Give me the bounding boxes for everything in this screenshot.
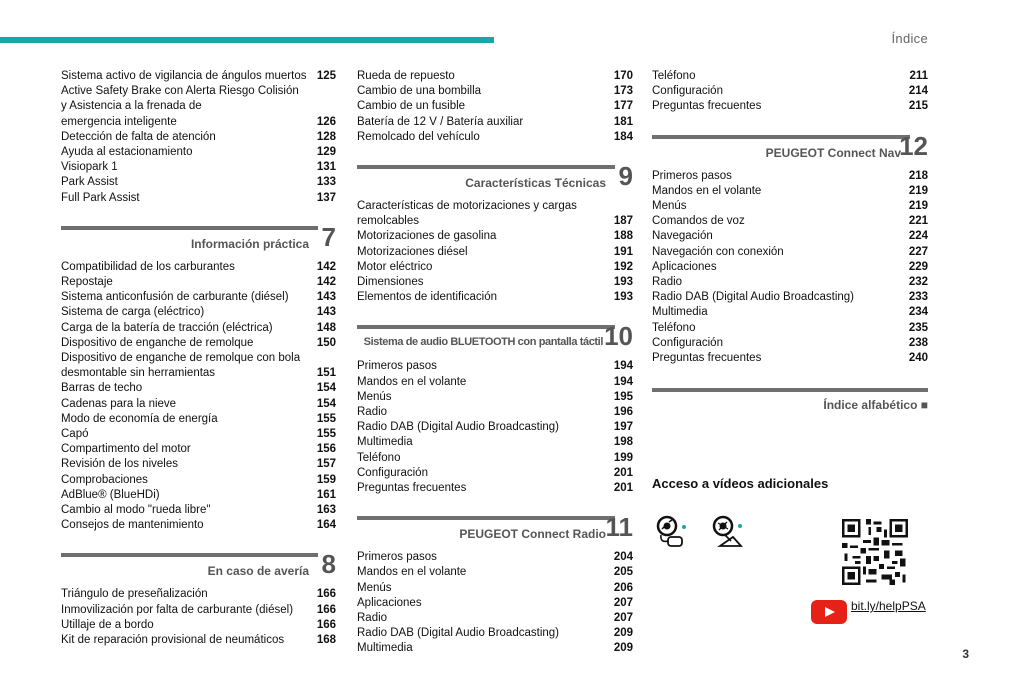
toc-entry-page[interactable]: 142 xyxy=(316,260,336,273)
page-number: 3 xyxy=(962,647,969,661)
toc-entry-page[interactable]: 159 xyxy=(316,473,336,486)
section-rule xyxy=(652,135,910,139)
toc-entry-title[interactable]: Visiopark 1 xyxy=(61,161,118,174)
toc-entry[interactable] xyxy=(357,481,633,496)
section-header-7 xyxy=(61,221,336,255)
toc-entry-page[interactable]: 137 xyxy=(316,191,336,204)
toc-entry-page[interactable]: 154 xyxy=(316,397,336,410)
toc-entry-title[interactable]: Multimedia xyxy=(357,642,413,655)
toc-entry-page[interactable]: 156 xyxy=(316,443,336,456)
toc-entry-title[interactable]: Multimedia xyxy=(652,306,708,319)
toc-entry-title[interactable]: Radio xyxy=(357,612,388,625)
toc-entry-page[interactable]: 126 xyxy=(316,115,336,128)
toc-entry-page[interactable]: 166 xyxy=(316,588,336,601)
alphabetical-index-header[interactable] xyxy=(652,388,928,413)
toc-entry-title[interactable]: Carga de la batería de tracción (eléctrica) xyxy=(61,321,273,334)
toc-entry-title[interactable]: Radio DAB (Digital Audio Broadcasting) xyxy=(652,291,854,304)
toc-entry[interactable] xyxy=(357,565,633,580)
toc-list xyxy=(61,260,336,534)
toc-entry-page[interactable]: 207 xyxy=(613,612,633,625)
toc-entry[interactable] xyxy=(357,115,633,130)
toc-entry-title[interactable]: Navegación xyxy=(652,230,713,243)
toc-entry-page[interactable]: 148 xyxy=(316,321,336,334)
section-header-9 xyxy=(357,161,633,194)
toc-entry[interactable] xyxy=(652,69,928,84)
toc-entry-title[interactable]: Cambio de una bombilla xyxy=(357,85,482,98)
toc-entry[interactable] xyxy=(61,351,336,366)
toc-entry[interactable] xyxy=(357,641,633,656)
section-title: Información práctica xyxy=(190,236,309,251)
toc-entry[interactable] xyxy=(357,84,633,99)
toc-entry-page[interactable]: 209 xyxy=(613,627,633,640)
toc-entry[interactable] xyxy=(652,184,928,199)
toc-entry[interactable] xyxy=(652,229,928,244)
toc-entry-page[interactable]: 192 xyxy=(613,260,633,273)
toc-entry-page[interactable]: 206 xyxy=(613,581,633,594)
toc-entry-page[interactable]: 128 xyxy=(316,130,336,143)
toc-entry-title[interactable]: Triángulo de preseñalización xyxy=(61,588,208,601)
toc-entry-page[interactable]: 133 xyxy=(316,176,336,189)
toc-entry-title[interactable]: Aplicaciones xyxy=(652,260,717,273)
toc-entry-title[interactable]: Configuración xyxy=(652,336,723,349)
toc-entry[interactable] xyxy=(61,275,336,290)
toc-entry[interactable] xyxy=(61,175,336,190)
header-accent-bar xyxy=(0,37,494,43)
videos-title: Acceso a vídeos adicionales xyxy=(652,476,829,491)
toc-entry-page[interactable]: 150 xyxy=(316,336,336,349)
toc-entry[interactable] xyxy=(652,275,928,290)
toc-entry[interactable] xyxy=(357,390,633,405)
toc-entry-title[interactable]: Dispositivo de enganche de remolque xyxy=(61,336,254,349)
toc-entry-page[interactable]: 201 xyxy=(613,482,633,495)
section-header-11 xyxy=(357,512,633,545)
toc-entry-page[interactable]: 196 xyxy=(613,406,633,419)
toc-entry-title[interactable]: Motorizaciones de gasolina xyxy=(357,230,497,243)
toc-entry[interactable] xyxy=(652,351,928,366)
toc-entry-title[interactable]: Aplicaciones xyxy=(357,596,422,609)
toc-entry-title[interactable]: Radio xyxy=(652,276,683,289)
toc-entry-page[interactable]: 235 xyxy=(908,321,928,334)
toc-entry-page[interactable]: 181 xyxy=(613,115,633,128)
section-header-12 xyxy=(652,130,928,164)
toc-entry-page[interactable]: 168 xyxy=(316,634,336,647)
toc-entry-title[interactable]: Primeros pasos xyxy=(357,360,437,373)
toc-entry-page[interactable]: 194 xyxy=(613,375,633,388)
toc-entry[interactable] xyxy=(652,199,928,214)
help-video-link[interactable]: bit.ly/helpPSA xyxy=(851,599,926,613)
toc-entry-title[interactable]: Compatibilidad de los carburantes xyxy=(61,260,235,273)
toc-entry-title[interactable]: Menús xyxy=(357,390,392,403)
toc-entry-title[interactable]: Kit de reparación provisional de neumáticos xyxy=(61,634,285,647)
toc-entry[interactable] xyxy=(357,596,633,611)
toc-entry-title[interactable]: Batería de 12 V / Batería auxiliar xyxy=(357,115,524,128)
section-title: Sistema de audio BLUETOOTH con pantalla táctil xyxy=(363,336,603,349)
toc-entry-title[interactable]: Sistema anticonfusión de carburante (diésel) xyxy=(61,291,289,304)
toc-entry-page[interactable]: 233 xyxy=(908,291,928,304)
toc-entry-page[interactable]: 166 xyxy=(316,618,336,631)
toc-entry-title[interactable]: Remolcado del vehículo xyxy=(357,130,480,143)
toc-entry[interactable] xyxy=(357,99,633,114)
toc-entry[interactable] xyxy=(61,442,336,457)
toc-entry-page[interactable]: 201 xyxy=(613,466,633,479)
toc-entry[interactable] xyxy=(357,214,633,229)
toc-entry[interactable] xyxy=(61,457,336,472)
section-title: En caso de avería xyxy=(207,564,309,579)
toc-entry-page[interactable]: 234 xyxy=(908,306,928,319)
toc-entry-page[interactable]: 163 xyxy=(316,504,336,517)
toc-entry-title[interactable]: Radio DAB (Digital Audio Broadcasting) xyxy=(357,627,559,640)
toc-entry[interactable] xyxy=(61,260,336,275)
toc-entry-page[interactable]: 224 xyxy=(908,230,928,243)
toc-entry-page[interactable]: 199 xyxy=(613,451,633,464)
toc-entry-page[interactable]: 157 xyxy=(316,458,336,471)
toc-column-3 xyxy=(652,69,928,413)
toc-entry[interactable] xyxy=(357,275,633,290)
section-rule xyxy=(357,325,615,329)
toc-entry-title[interactable]: Teléfono xyxy=(652,321,696,334)
toc-entry-page[interactable]: 211 xyxy=(909,70,928,82)
toc-entry[interactable] xyxy=(652,245,928,260)
toc-entry[interactable] xyxy=(357,290,633,305)
toc-entry[interactable] xyxy=(357,405,633,420)
toc-entry-title[interactable]: Menús xyxy=(652,200,687,213)
toc-entry-title[interactable]: Menús xyxy=(357,581,392,594)
toc-entry[interactable] xyxy=(357,69,633,84)
section-title: Características Técnicas xyxy=(465,176,606,191)
toc-entry-page[interactable]: 155 xyxy=(316,428,336,441)
toc-entry-title[interactable]: Multimedia xyxy=(357,436,413,449)
toc-entry-page[interactable]: 187 xyxy=(613,215,633,228)
toc-entry-page[interactable]: 219 xyxy=(908,200,928,213)
toc-entry-title[interactable]: Preguntas frecuentes xyxy=(357,482,467,495)
toc-entry-page[interactable]: 218 xyxy=(908,169,928,182)
toc-entry[interactable] xyxy=(61,321,336,336)
toc-entry-page[interactable]: 161 xyxy=(316,488,336,501)
toc-entry-page[interactable]: 214 xyxy=(908,85,928,98)
toc-entry[interactable] xyxy=(357,260,633,275)
toc-entry[interactable] xyxy=(357,550,633,565)
toc-entry[interactable] xyxy=(61,412,336,427)
toc-entry-title[interactable]: Teléfono xyxy=(357,451,401,464)
toc-entry-page[interactable]: 184 xyxy=(613,130,633,143)
toc-entry[interactable] xyxy=(357,466,633,481)
toc-entry-page[interactable]: 193 xyxy=(613,276,633,289)
toc-entry-page[interactable]: 125 xyxy=(316,70,336,82)
toc-entry[interactable] xyxy=(61,587,336,602)
toc-entry-title[interactable]: Elementos de identificación xyxy=(357,291,497,304)
section-number: 10 xyxy=(604,321,633,352)
toc-entry-title[interactable]: Cambio de un fusible xyxy=(357,100,466,113)
toc-entry-title[interactable]: emergencia inteligente xyxy=(61,115,177,128)
toc-entry-page[interactable]: 154 xyxy=(316,382,336,395)
toc-entry[interactable] xyxy=(652,321,928,336)
toc-entry-title[interactable]: Primeros pasos xyxy=(652,169,732,182)
toc-entry[interactable] xyxy=(357,375,633,390)
toc-entry-page[interactable]: 227 xyxy=(908,245,928,258)
toc-list xyxy=(357,199,633,305)
toc-entry-title[interactable]: Revisión de los niveles xyxy=(61,458,178,471)
tire-inflation-icon[interactable] xyxy=(711,515,745,551)
toc-entry-title[interactable]: Rueda de repuesto xyxy=(357,70,455,82)
toc-entry-title[interactable]: Barras de techo xyxy=(61,382,143,395)
toc-entry[interactable] xyxy=(61,84,336,99)
toc-entry[interactable] xyxy=(61,69,336,84)
toc-entry[interactable] xyxy=(61,603,336,618)
section-rule xyxy=(357,516,615,520)
toc-entry-title[interactable]: Inmovilización por falta de carburante (diésel) xyxy=(61,603,294,616)
toc-entry-title[interactable]: Park Assist xyxy=(61,176,118,189)
toc-entry[interactable] xyxy=(357,611,633,626)
section-header-8 xyxy=(61,549,336,582)
toc-entry-page[interactable]: 232 xyxy=(908,276,928,289)
toc-entry[interactable] xyxy=(61,145,336,160)
toc-entry-page[interactable]: 164 xyxy=(316,519,336,532)
section-rule xyxy=(61,553,318,557)
toc-entry-title[interactable]: Modo de economía de energía xyxy=(61,412,218,425)
toc-entry-title[interactable]: Sistema activo de vigilancia de ángulos muertos xyxy=(61,70,307,82)
toc-entry-page[interactable]: 229 xyxy=(908,260,928,273)
toc-entry-title[interactable]: Full Park Assist xyxy=(61,191,140,204)
toc-entry-title[interactable]: Detección de falta de atención xyxy=(61,130,216,143)
toc-entry-page[interactable]: 166 xyxy=(316,603,336,616)
toc-entry[interactable] xyxy=(61,618,336,633)
toc-column-1 xyxy=(61,69,336,648)
toc-entry-page[interactable]: 143 xyxy=(316,306,336,319)
toc-entry-title[interactable]: Mandos en el volante xyxy=(652,184,762,197)
page-header-title: Índice xyxy=(891,31,928,46)
toc-entry[interactable] xyxy=(61,397,336,412)
alphabetical-index-label[interactable]: Índice alfabético ■ xyxy=(823,398,928,413)
toc-entry-title[interactable]: Dimensiones xyxy=(357,276,424,289)
toc-entry[interactable] xyxy=(61,503,336,518)
toc-entry[interactable] xyxy=(61,488,336,503)
toc-column-2 xyxy=(357,69,633,657)
toc-entry[interactable] xyxy=(357,420,633,435)
toc-entry[interactable] xyxy=(61,290,336,305)
toc-entry[interactable] xyxy=(357,130,633,145)
toc-list xyxy=(357,550,633,656)
toc-entry[interactable] xyxy=(652,99,928,114)
toc-entry[interactable] xyxy=(652,305,928,320)
toc-entry[interactable] xyxy=(61,115,336,130)
toc-entry-title[interactable]: Navegación con conexión xyxy=(652,245,784,258)
toc-entry-page[interactable]: 204 xyxy=(613,551,633,564)
toc-entry[interactable] xyxy=(61,427,336,442)
section-rule xyxy=(652,388,928,392)
toc-entry-title[interactable]: Utillaje de a bordo xyxy=(61,618,154,631)
toc-entry-title[interactable]: Sistema de carga (eléctrico) xyxy=(61,306,205,319)
toc-list xyxy=(652,69,928,115)
toc-entry-title[interactable]: Preguntas frecuentes xyxy=(652,100,762,113)
toc-entry[interactable] xyxy=(61,99,336,114)
toc-entry-title[interactable]: Radio xyxy=(357,406,388,419)
toc-entry[interactable] xyxy=(652,169,928,184)
toc-entry-title[interactable]: Primeros pasos xyxy=(357,551,437,564)
toc-entry-title[interactable]: Ayuda al estacionamiento xyxy=(61,146,193,159)
toc-entry[interactable] xyxy=(652,84,928,99)
section-rule xyxy=(357,165,615,169)
toc-entry-page[interactable]: 170 xyxy=(613,70,633,82)
section-number: 11 xyxy=(605,512,633,543)
toc-entry-title[interactable]: Compartimento del motor xyxy=(61,443,191,456)
section-header-10 xyxy=(357,321,633,354)
toc-entry[interactable] xyxy=(652,290,928,305)
toc-entry-page[interactable]: 151 xyxy=(316,367,336,380)
section-rule xyxy=(61,226,318,230)
section-title: PEUGEOT Connect Nav xyxy=(765,145,901,160)
toc-entry[interactable] xyxy=(652,260,928,275)
toc-entry[interactable] xyxy=(61,336,336,351)
toc-entry-page[interactable]: 238 xyxy=(908,336,928,349)
toc-entry[interactable] xyxy=(61,191,336,206)
toc-entry-title[interactable]: Teléfono xyxy=(652,70,696,82)
toc-entry-page[interactable]: 205 xyxy=(613,566,633,579)
toc-entry-title[interactable]: Cadenas para la nieve xyxy=(61,397,177,410)
toc-entry-title[interactable]: Cambio al modo "rueda libre" xyxy=(61,504,211,517)
toc-entry-title[interactable]: Consejos de mantenimiento xyxy=(61,519,204,532)
toc-entry-page[interactable]: 240 xyxy=(908,352,928,365)
section-number: 7 xyxy=(321,221,336,252)
toc-entry-title[interactable]: Preguntas frecuentes xyxy=(652,352,762,365)
toc-entry[interactable] xyxy=(61,633,336,648)
toc-entry[interactable] xyxy=(61,305,336,320)
toc-entry-title[interactable]: Active Safety Brake con Alerta Riesgo Colisión xyxy=(61,85,299,98)
toc-entry-title[interactable]: desmontable sin herramientas xyxy=(61,367,216,380)
wheel-repair-kit-icon[interactable] xyxy=(655,515,689,551)
section-number: 8 xyxy=(321,549,336,580)
toc-entry[interactable] xyxy=(652,336,928,351)
toc-entry[interactable] xyxy=(357,199,633,214)
toc-entry-page[interactable]: 197 xyxy=(613,421,633,434)
toc-entry[interactable] xyxy=(652,214,928,229)
toc-list xyxy=(357,69,633,145)
toc-entry-title[interactable]: Motor eléctrico xyxy=(357,260,433,273)
section-number: 9 xyxy=(618,161,633,192)
toc-entry[interactable] xyxy=(61,381,336,396)
toc-entry-title[interactable]: Comandos de voz xyxy=(652,215,745,228)
toc-entry[interactable] xyxy=(61,518,336,533)
toc-entry-page[interactable]: 221 xyxy=(908,215,928,228)
toc-entry[interactable] xyxy=(61,366,336,381)
toc-entry[interactable] xyxy=(357,581,633,596)
toc-entry-page[interactable]: 131 xyxy=(316,161,336,174)
toc-entry[interactable] xyxy=(357,229,633,244)
toc-entry-title[interactable]: Dispositivo de enganche de remolque con bola xyxy=(61,352,301,365)
toc-entry-title[interactable]: y Asistencia a la frenada de xyxy=(61,100,202,113)
toc-entry-page[interactable]: 194 xyxy=(613,360,633,373)
toc-entry-page[interactable]: 191 xyxy=(613,245,633,258)
toc-entry-page[interactable]: 219 xyxy=(908,184,928,197)
toc-entry-title[interactable]: Mandos en el volante xyxy=(357,375,467,388)
toc-entry-title[interactable]: Comprobaciones xyxy=(61,473,148,486)
toc-entry-title[interactable]: remolcables xyxy=(357,215,419,228)
toc-entry-title[interactable]: Características de motorizaciones y cargas xyxy=(357,200,577,213)
toc-entry-page[interactable]: 129 xyxy=(316,146,336,159)
toc-entry-title[interactable]: Mandos en el volante xyxy=(357,566,467,579)
toc-entry[interactable] xyxy=(61,473,336,488)
toc-entry-page[interactable]: 142 xyxy=(316,276,336,289)
toc-list xyxy=(652,169,928,367)
qr-code-icon[interactable] xyxy=(842,519,908,585)
toc-entry-page[interactable]: 188 xyxy=(613,230,633,243)
toc-entry-page[interactable]: 193 xyxy=(613,291,633,304)
toc-entry-title[interactable]: Motorizaciones diésel xyxy=(357,245,468,258)
toc-entry[interactable] xyxy=(357,626,633,641)
toc-entry-page[interactable]: 177 xyxy=(613,100,633,113)
toc-entry-page[interactable]: 207 xyxy=(613,596,633,609)
toc-entry[interactable] xyxy=(357,245,633,260)
toc-entry-title[interactable]: Configuración xyxy=(652,85,723,98)
toc-entry[interactable] xyxy=(357,435,633,450)
toc-entry[interactable] xyxy=(357,359,633,374)
youtube-icon[interactable] xyxy=(811,600,847,624)
toc-entry[interactable] xyxy=(357,451,633,466)
toc-list xyxy=(61,69,336,206)
toc-entry-page[interactable]: 198 xyxy=(613,436,633,449)
toc-entry-title[interactable]: Configuración xyxy=(357,466,428,479)
toc-entry-page[interactable]: 195 xyxy=(613,390,633,403)
toc-entry[interactable] xyxy=(61,130,336,145)
section-title: PEUGEOT Connect Radio xyxy=(459,527,606,542)
toc-entry[interactable] xyxy=(61,160,336,175)
toc-entry-page[interactable]: 209 xyxy=(613,642,633,655)
toc-list xyxy=(61,587,336,648)
toc-list xyxy=(357,359,633,496)
toc-entry-page[interactable]: 155 xyxy=(316,412,336,425)
toc-entry-page[interactable]: 173 xyxy=(613,85,633,98)
toc-entry-title[interactable]: Radio DAB (Digital Audio Broadcasting) xyxy=(357,421,559,434)
toc-entry-page[interactable]: 215 xyxy=(908,100,928,113)
section-number: 12 xyxy=(899,130,928,161)
toc-entry-title[interactable]: Repostaje xyxy=(61,276,113,289)
toc-entry-page[interactable]: 143 xyxy=(316,291,336,304)
toc-entry-title[interactable]: AdBlue® (BlueHDi) xyxy=(61,488,160,501)
toc-entry-title[interactable]: Capó xyxy=(61,428,89,441)
